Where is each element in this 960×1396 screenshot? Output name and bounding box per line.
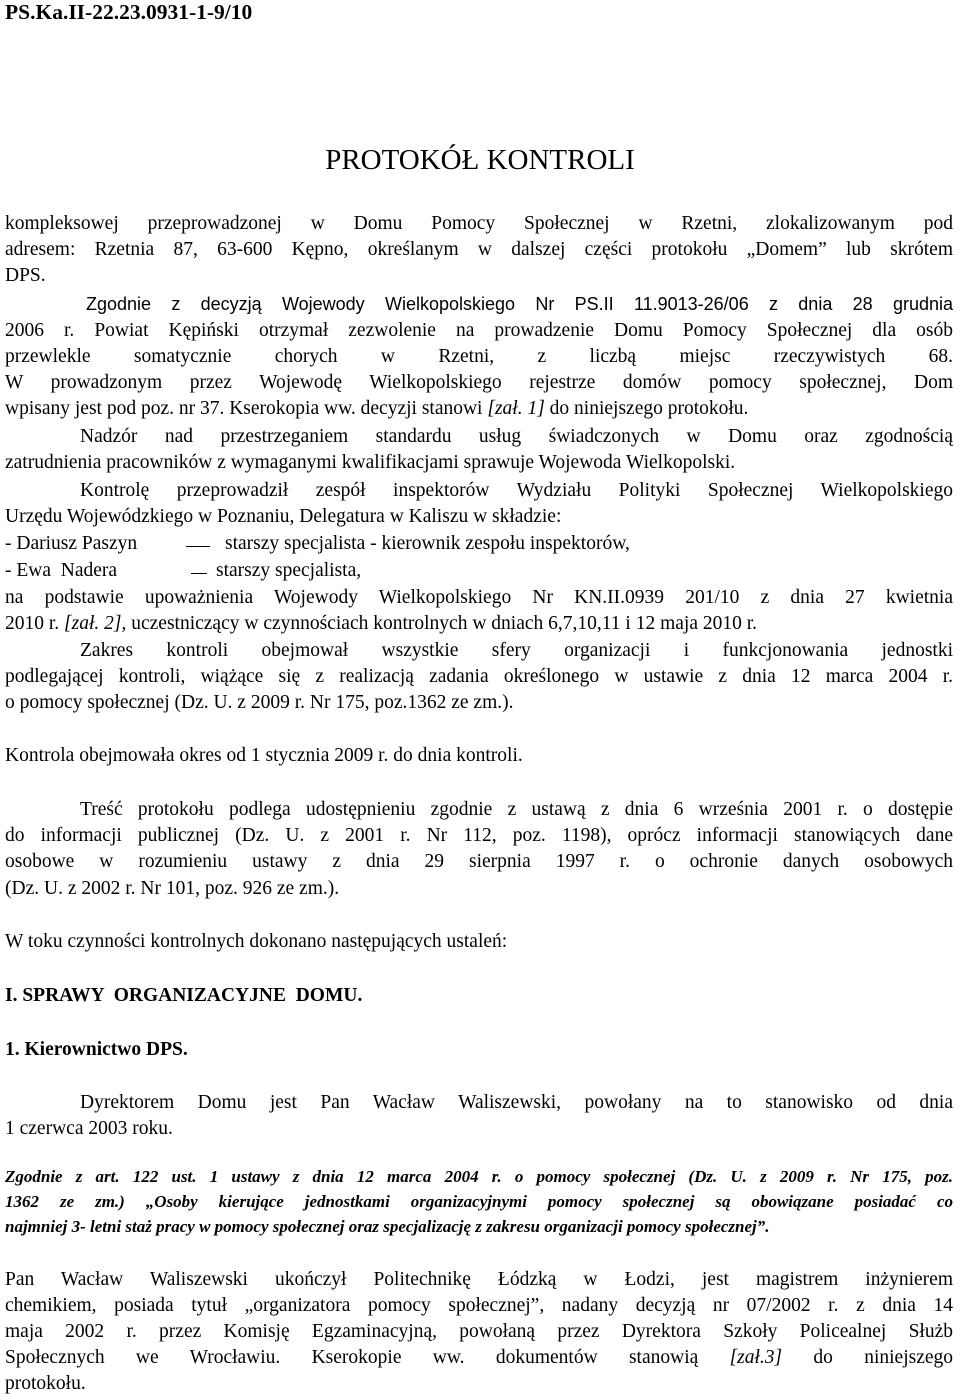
director-line: Dyrektorem Domu jest Pan Wacław Waliszewski, powołany na to stanowisko od dnia (80, 1092, 953, 1113)
subsection-title: 1. Kierownictwo DPS. (5, 1039, 188, 1060)
decision-line: Zgodnie z decyzją Wojewody Wielkopolskiego Nr PS.II 11.9013-26/06 z dnia 28 grudnia (86, 294, 953, 314)
legal-note-line: Zgodnie z art. 122 ust. 1 ustawy z dnia 12 marca 2004 r. o pomocy społecznej (Dz. U. z 2009 r. Nr 175, poz. (5, 1167, 953, 1186)
attachment-ref: [zał. 1] (487, 398, 545, 419)
intro-line: adresem: Rzetnia 87, 63-600 Kępno, określanym w dalszej części protokołu „Domem” lub skrótem (5, 239, 953, 260)
registry-line: W prowadzonym przez Wojewodę Wielkopolskiego rejestrze domów pomocy społecznej, Dom (5, 372, 953, 393)
supervision-line: Nadzór nad przestrzeganiem standardu usług świadczonych w Domu oraz zgodnością (80, 426, 953, 447)
disclosure-line: Treść protokołu podlega udostępnieniu zgodnie z ustawą z dnia 6 września 2001 r. o dostępie (80, 799, 953, 820)
disclosure-line: (Dz. U. z 2002 r. Nr 101, poz. 926 ze zm.). (5, 878, 340, 899)
attachment-ref: [zał. 2], (64, 613, 127, 634)
decision-line: przewlekle somatycznie chorych w Rzetni, z liczbą miejsc rzeczywistych 68. (5, 346, 953, 367)
findings-intro: W toku czynności kontrolnych dokonano następujących ustaleń: (5, 931, 508, 952)
director-line: 1 czerwca 2003 roku. (5, 1118, 173, 1139)
section-title: I. SPRAWY ORGANIZACYJNE DOMU. (5, 985, 363, 1006)
team-member-name: - Dariusz Paszyn (5, 533, 138, 554)
legal-note-line: najmniej 3- letni staż pracy w pomocy społecznej oraz specjalizację z zakresu organizacji pomocy społecznej”. (5, 1217, 770, 1236)
director-bio-line: Pan Wacław Waliszewski ukończył Politechnikę Łódzką w Łodzi, jest magistrem inżynierem (5, 1269, 953, 1290)
registry-line: wpisany jest pod poz. nr 37. Kserokopia ww. decyzji stanowi [zał. 1] do niniejszego protokołu. (5, 398, 749, 419)
document-code: PS.Ka.II-22.23.0931-1-9/10 (5, 0, 253, 24)
director-bio-line: chemikiem, posiada tytuł „organizatora pomocy społecznej”, nadany decyzją nr 07/2002 r. z dnia 14 (5, 1295, 953, 1316)
scope-line: o pomocy społecznej (Dz. U. z 2009 r. Nr 175, poz.1362 ze zm.). (5, 692, 514, 713)
director-bio-line: Społecznych we Wrocławiu. Kserokopie ww. dokumentów stanowią [zał.3] do niniejszego (5, 1347, 954, 1368)
disclosure-line: osobowe w rozumieniu ustawy z dnia 29 sierpnia 1997 r. o ochronie danych osobowych (5, 851, 953, 872)
dash-separator (191, 573, 207, 574)
intro-line: DPS. (5, 265, 46, 286)
team-member-role: starszy specjalista, (216, 560, 362, 581)
supervision-line: zatrudnienia pracowników z wymaganymi kwalifikacjami sprawuje Wojewoda Wielkopolski. (5, 452, 736, 473)
scope-line: Zakres kontroli obejmował wszystkie sfery organizacji i funkcjonowania jednostki (80, 640, 953, 661)
director-bio-line: protokołu. (5, 1373, 86, 1394)
document-title: PROTOKÓŁ KONTROLI (325, 144, 635, 176)
decision-line: 2006 r. Powiat Kępiński otrzymał zezwolenie na prowadzenie Domu Pomocy Społecznej dla osób (5, 320, 953, 341)
disclosure-line: do informacji publicznej (Dz. U. z 2001 r. Nr 112, poz. 1198), oprócz informacji stanowiących dane (5, 825, 953, 846)
team-member-name: - Ewa Nadera (5, 560, 118, 581)
period-line: Kontrola obejmowała okres od 1 stycznia 2009 r. do dnia kontroli. (5, 745, 523, 766)
intro-line: kompleksowej przeprowadzonej w Domu Pomocy Społecznej w Rzetni, zlokalizowanym pod (5, 213, 953, 234)
team-intro-line: Urzędu Wojewódzkiego w Poznaniu, Delegatura w Kaliszu w składzie: (5, 506, 562, 527)
authorization-line: na podstawie upoważnienia Wojewody Wielkopolskiego Nr KN.II.0939 201/10 z dnia 27 kwietnia (5, 587, 953, 608)
team-intro-line: Kontrolę przeprowadził zespół inspektorów Wydziału Polityki Społecznej Wielkopolskiego (80, 480, 953, 501)
team-member-role: starszy specjalista - kierownik zespołu inspektorów, (225, 533, 630, 554)
director-bio-line: maja 2002 r. przez Komisję Egzaminacyjną, powołaną przez Dyrektora Szkoły Policealnej Służb (5, 1321, 953, 1342)
authorization-line: 2010 r. [zał. 2], uczestniczący w czynnościach kontrolnych w dniach 6,7,10,11 i 12 maja 2010 r. (5, 613, 758, 634)
attachment-ref: [zał.3] (729, 1347, 783, 1368)
legal-note-line: 1362 ze zm.) „Osoby kierujące jednostkami organizacyjnymi pomocy społecznej są obowiązane posiadać co (5, 1192, 953, 1211)
scope-line: podlegającej kontroli, wiążące się z realizacją zadania określonego w ustawie z dnia 12 marca 2004 r. (5, 666, 953, 687)
dash-separator (186, 546, 210, 547)
